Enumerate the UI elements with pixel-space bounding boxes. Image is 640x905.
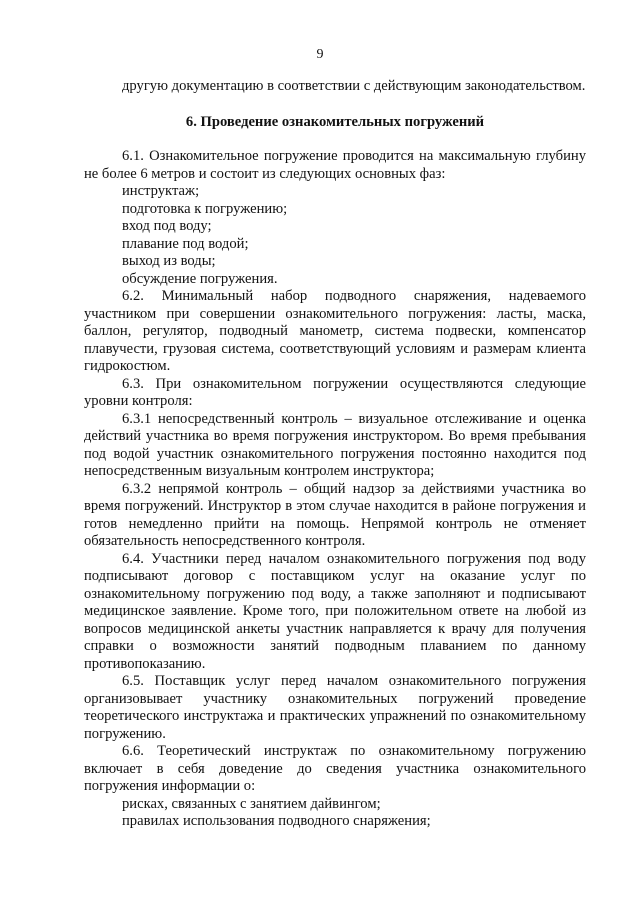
- paragraph-6-3-2: 6.3.2 непрямой контроль – общий надзор за действиями участника во время погружений. Инструктор в этом случае находится в районе погружения и готов немедленно прийти на помощь. Непрямой контроль не отменяет обязательность непосредственного контроля.: [84, 480, 586, 549]
- section-heading: 6. Проведение ознакомительных погружений: [185, 113, 485, 130]
- paragraph-6-2: 6.2. Минимальный набор подводного снаряжения, надеваемого участником при совершении ознакомительного погружения: ласты, маска, баллон, регулятор, подводный манометр, система подвески, компенсатор плавучести, грузовая система, соответствующий условиям и размерам клиента гидрокостюм.: [84, 288, 586, 374]
- phase-item: плавание под водой;: [122, 235, 249, 252]
- phase-item: подготовка к погружению;: [122, 200, 288, 217]
- phase-item: выход из воды;: [122, 253, 216, 269]
- paragraph-6-3-1: 6.3.1 непосредственный контроль – визуальное отслеживание и оценка действий участника во время погружения инструктором. Во время пребывания под водой участник ознакомительного погружения постоянно находится под непосредственным визуальным контролем инструктора;: [84, 410, 586, 479]
- paragraph-6-4: 6.4. Участники перед началом ознакомительного погружения под воду подписывают договор с поставщиком услуг на оказание услуг по ознакомительному погружению под воду, а также заполняют и подписывают медицинское заявление. Кроме того, при положительном ответе на любой из вопросов медицинской анкеты участник направляется к врачу для получения справки о возможности занятий подводным плаванием по данному противопоказанию.: [84, 550, 586, 672]
- phase-item: инструктаж;: [122, 183, 200, 199]
- page-number: 9: [316, 47, 324, 62]
- info-item: рисках, связанных с занятием дайвингом;: [122, 795, 381, 812]
- intro-paragraph: другую документацию в соответствии с действующим законодательством.: [122, 78, 586, 94]
- paragraph-6-6: 6.6. Теоретический инструктаж по ознакомительному погружению включает в себя доведение до сведения участника ознакомительного погружения информации о:: [84, 743, 586, 794]
- info-item: правилах использования подводного снаряжения;: [122, 813, 431, 829]
- phase-item: обсуждение погружения.: [122, 270, 278, 287]
- paragraph-6-1: 6.1. Ознакомительное погружение проводится на максимальную глубину не более 6 метров и состоит из следующих основных фаз:: [84, 148, 586, 182]
- paragraph-6-5: 6.5. Поставщик услуг перед началом ознакомительного погружения организовывает участнику ознакомительных погружений проведение теоретического инструктажа и практических упражнений по ознакомительному погружению.: [84, 673, 586, 742]
- phase-item: вход под воду;: [122, 218, 212, 234]
- page-content: [84, 78, 586, 831]
- paragraph-6-3: 6.3. При ознакомительном погружении осуществляются следующие уровни контроля:: [84, 375, 586, 409]
